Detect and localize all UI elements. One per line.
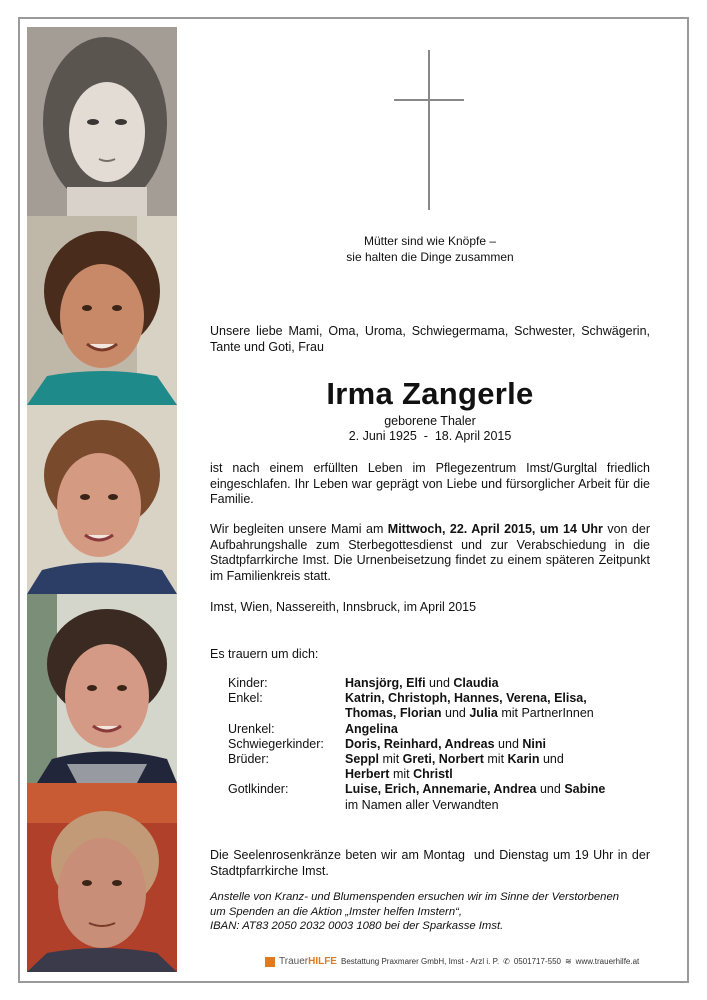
mourner-label: Brüder: bbox=[228, 752, 269, 767]
mourner-row-urenkel bbox=[228, 722, 645, 737]
donation-line-2: um Spenden an die Aktion „Imster helfen Imstern“, bbox=[210, 905, 463, 918]
paragraph-2 bbox=[210, 522, 650, 584]
rosary-text: Die Seelenrosenkränze beten wir am Montag und Dienstag um 19 Uhr in der Stadtpfarrkirche Imst. bbox=[210, 848, 654, 878]
mourner-label: Gotlkinder: bbox=[228, 782, 289, 797]
mourners-list bbox=[228, 676, 645, 813]
intro-text: Unsere liebe Mami, Oma, Uroma, Schwiegermama, Schwester, Schwägerin, Tante und Goti, Frau bbox=[210, 324, 650, 354]
mourner-names: Katrin, Christoph, Hannes, Verena, Elisa, Thomas, Florian und Julia mit PartnerInnen bbox=[345, 691, 594, 721]
mourner-label: Kinder: bbox=[228, 676, 268, 690]
mourner-label: Enkel: bbox=[228, 691, 263, 706]
donation-line-1: Anstelle von Kranz- und Blumenspenden ersuchen wir im Sinne der Verstorbenen bbox=[210, 891, 620, 903]
motto bbox=[210, 233, 650, 265]
paragraph-2-post: von der Aufbahrungshalle zum Sterbegottesdienst und zur Verabschiedung in die Stadtpfarrkirche Imst. Die Urnenbeisetzung findet zu einem späteren Zeitpunkt im Familienkreis statt. bbox=[210, 522, 650, 583]
mourner-names: Luise, Erich, Annemarie, Andrea und Sabine im Namen aller Verwandten bbox=[345, 782, 606, 812]
mourner-row-enkel bbox=[228, 691, 645, 721]
website-link[interactable]: www.trauerhilfe.at bbox=[575, 957, 640, 966]
phone-icon: ✆ bbox=[503, 957, 510, 966]
mourner-names: Doris, Reinhard, Andreas und Nini bbox=[345, 736, 546, 751]
deceased-name: Irma Zangerle bbox=[326, 376, 534, 411]
company-name: Bestattung Praxmarer GmbH, Imst - Arzl i. P. bbox=[340, 957, 500, 966]
mourner-names: Angelina bbox=[345, 721, 398, 736]
portrait-photo-2 bbox=[27, 216, 177, 405]
phone-number: 0501717-550 bbox=[513, 957, 561, 966]
mourner-row-schwiegerkinder bbox=[228, 737, 645, 752]
portrait-photo-4 bbox=[27, 594, 177, 783]
portrait-photo-5 bbox=[27, 783, 177, 972]
portrait-photo-1 bbox=[27, 27, 177, 216]
motto-line-1: Mütter sind wie Knöpfe – bbox=[363, 234, 497, 248]
relatives-line: im Namen aller Verwandten bbox=[345, 797, 499, 812]
cross-icon bbox=[394, 50, 464, 210]
birth-name: geborene Thaler bbox=[384, 414, 476, 428]
donation-text bbox=[210, 890, 650, 934]
web-icon: ≋ bbox=[564, 957, 572, 966]
donation-line-3: IBAN: AT83 2050 2032 0003 1080 bei der Sparkasse Imst. bbox=[210, 920, 504, 932]
mourner-label: Urenkel: bbox=[228, 721, 275, 736]
life-dates: 2. Juni 1925 - 18. April 2015 bbox=[348, 429, 512, 443]
paragraph-1: ist nach einem erfüllten Leben im Pflegezentrum Imst/Gurgltal friedlich eingeschlafen. Ihr Leben war geprägt von Liebe und fürsorglicher Arbeit für die Familie. bbox=[210, 461, 650, 506]
mourner-names: Hansjörg, Elfi und Claudia bbox=[345, 676, 499, 690]
trauerhilfe-logo-icon bbox=[265, 957, 275, 967]
birth-info bbox=[210, 414, 650, 444]
mourners-heading: Es trauern um dich: bbox=[210, 647, 319, 661]
mourner-label: Schwiegerkinder: bbox=[228, 736, 324, 751]
mourner-row-kinder bbox=[228, 676, 645, 691]
footer bbox=[265, 956, 639, 967]
mourner-row-brueder bbox=[228, 752, 645, 782]
brand-name: TrauerHILFE bbox=[279, 956, 337, 967]
mourner-names: Seppl mit Greti, Norbert mit Karin und Herbert mit Christl bbox=[345, 752, 564, 782]
paragraph-2-date: Mittwoch, 22. April 2015, um 14 Uhr bbox=[387, 522, 603, 536]
photo-column bbox=[27, 27, 177, 972]
motto-line-2: sie halten die Dinge zusammen bbox=[346, 250, 514, 264]
place-date: Imst, Wien, Nassereith, Innsbruck, im April 2015 bbox=[210, 600, 477, 614]
paragraph-2-pre: Wir begleiten unsere Mami am bbox=[210, 522, 388, 536]
portrait-photo-3 bbox=[27, 405, 177, 594]
mourner-row-gotlkinder bbox=[228, 782, 645, 812]
